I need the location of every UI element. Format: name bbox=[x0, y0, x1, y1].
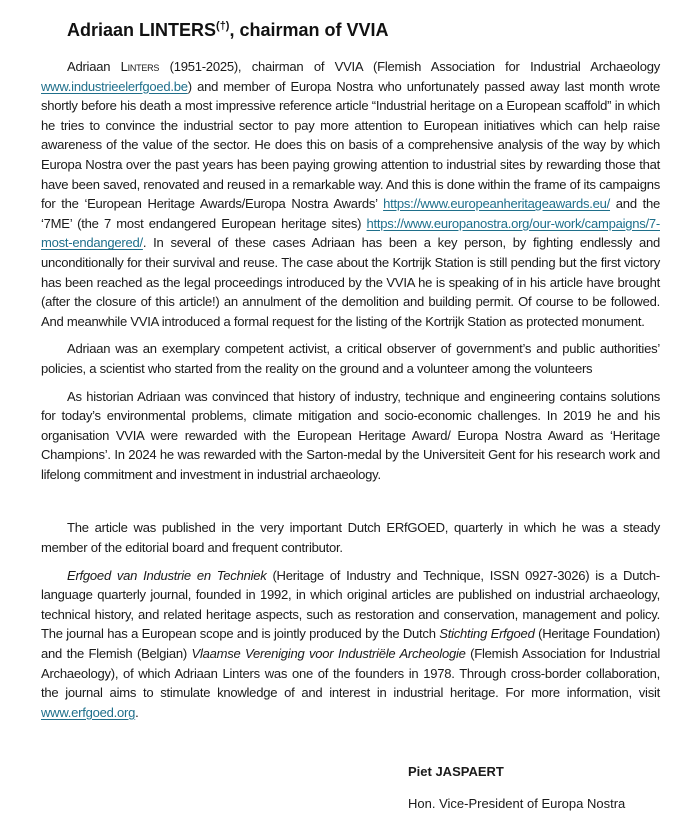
text: and the ‘7ME’ (the 7 most endangered European heritage sites) bbox=[41, 196, 661, 231]
link-europeanheritageawards[interactable]: https://www.europeanheritageawards.eu/ bbox=[383, 196, 611, 212]
text: (Heritage of Industry and Technique, ISSN 0927-3026) is a Dutch-language quarterly journal, founded in 1992, in which original articles are published on industrial archaeology, technical history, and related heritage aspects, such as restoration and conservation, management and policy. The journal has a European scope and is jointly produced by the Dutch bbox=[41, 567, 660, 642]
paragraph-historian: As historian Adriaan was convinced that history of industry, technique and engineering contains solutions for today’s environmental problems, climate mitigation and socio-economic challenges. In 2019 he and his organisation VVIA were rewarded with the European Heritage Award/ Europa Nostra Award as ‘Heritage Champions’. In 2024 he was rewarded with the Sarton-medal by the Universiteit Gent for his research work and lifelong commitment and investment in industrial archaeology. bbox=[41, 388, 660, 482]
text: (Heritage Foundation) and the Flemish (Belgian) bbox=[41, 626, 660, 662]
signature-role: Hon. Vice-President of Europa Nostra bbox=[408, 796, 626, 811]
text: . bbox=[135, 704, 139, 720]
text: Adriaan bbox=[67, 59, 121, 74]
org-vvia: Vlaamse Vereniging voor Industriële Archeologie bbox=[191, 646, 466, 662]
org-stichting-erfgoed: Stichting Erfgoed bbox=[439, 626, 535, 642]
title-rest: , chairman of VVIA bbox=[229, 20, 389, 40]
paragraph-activist: Adriaan was an exemplary competent activist, a critical observer of government’s and public authorities’ policies, a scientist who started from the reality on the ground and a volunteer among the volunteers bbox=[41, 341, 660, 376]
paragraph-intro bbox=[41, 57, 660, 331]
link-erfgoed-org[interactable]: www.erfgoed.org bbox=[41, 704, 136, 720]
article-body bbox=[41, 57, 660, 730]
link-industrieelerfgoed[interactable]: www.industrieelerfgoed.be bbox=[41, 78, 188, 94]
text: (Flemish Association for Industrial Archaeology), of which Adriaan Linters was one of the founders in 1978. Through cross-border collaboration, the journal aims to stimulate knowledge of and interest in industrial heritage. For more information, visit bbox=[41, 646, 660, 701]
text: . In several of these cases Adriaan has been a key person, by fighting endlessly and unconditionally for their survival and reuse. The case about the Kortrijk Station is still pending but the first victory has been reached as the legal proceedings introduced by the VVIA he is speaking of in his article have brought (after the closure of this article!) an annulment of the demolition and building permit. Of course to be followed. And meanwhile VVIA introduced a formal request for the listing of the Kortrijk Station as protected monument. bbox=[41, 235, 660, 329]
text: (1951-2025), chairman of VVIA (Flemish Association for Industrial Archaeology bbox=[159, 59, 660, 74]
link-europanostra-7me[interactable]: https://www.europanostra.org/our-work/campaigns/7-most-endangered/ bbox=[41, 215, 660, 251]
text: ) and member of Europa Nostra who unfortunately passed away last month wrote shortly before his death a most impressive reference article “Industrial heritage on a European scaffold” in which he tries to convince the industrial sector to pay more attention to European initiatives which can help raise awareness of the value of the sector. He does this on basis of a comprehensive analysis of the way by which Europa Nostra over the past years has been paying growing attention to industrial sites by rewarding those that have been saved, renovated and reused in a remarkable way. And this is done within the frame of its campaigns for the ‘European Heritage Awards/Europa Nostra Awards’ bbox=[41, 78, 660, 212]
journal-name: Erfgoed van Industrie en Techniek bbox=[67, 567, 267, 583]
dagger-mark: (†) bbox=[216, 20, 230, 32]
title-name: Adriaan LINTERS bbox=[67, 20, 217, 40]
article-title bbox=[67, 20, 389, 41]
paragraph-journal bbox=[41, 566, 660, 723]
signature-name: Piet JASPAERT bbox=[408, 764, 504, 779]
paragraph-publication: The article was published in the very important Dutch ERfGOED, quarterly in which he was a steady member of the editorial board and frequent contributor. bbox=[41, 520, 660, 556]
surname-smallcaps: Linters bbox=[120, 59, 160, 74]
